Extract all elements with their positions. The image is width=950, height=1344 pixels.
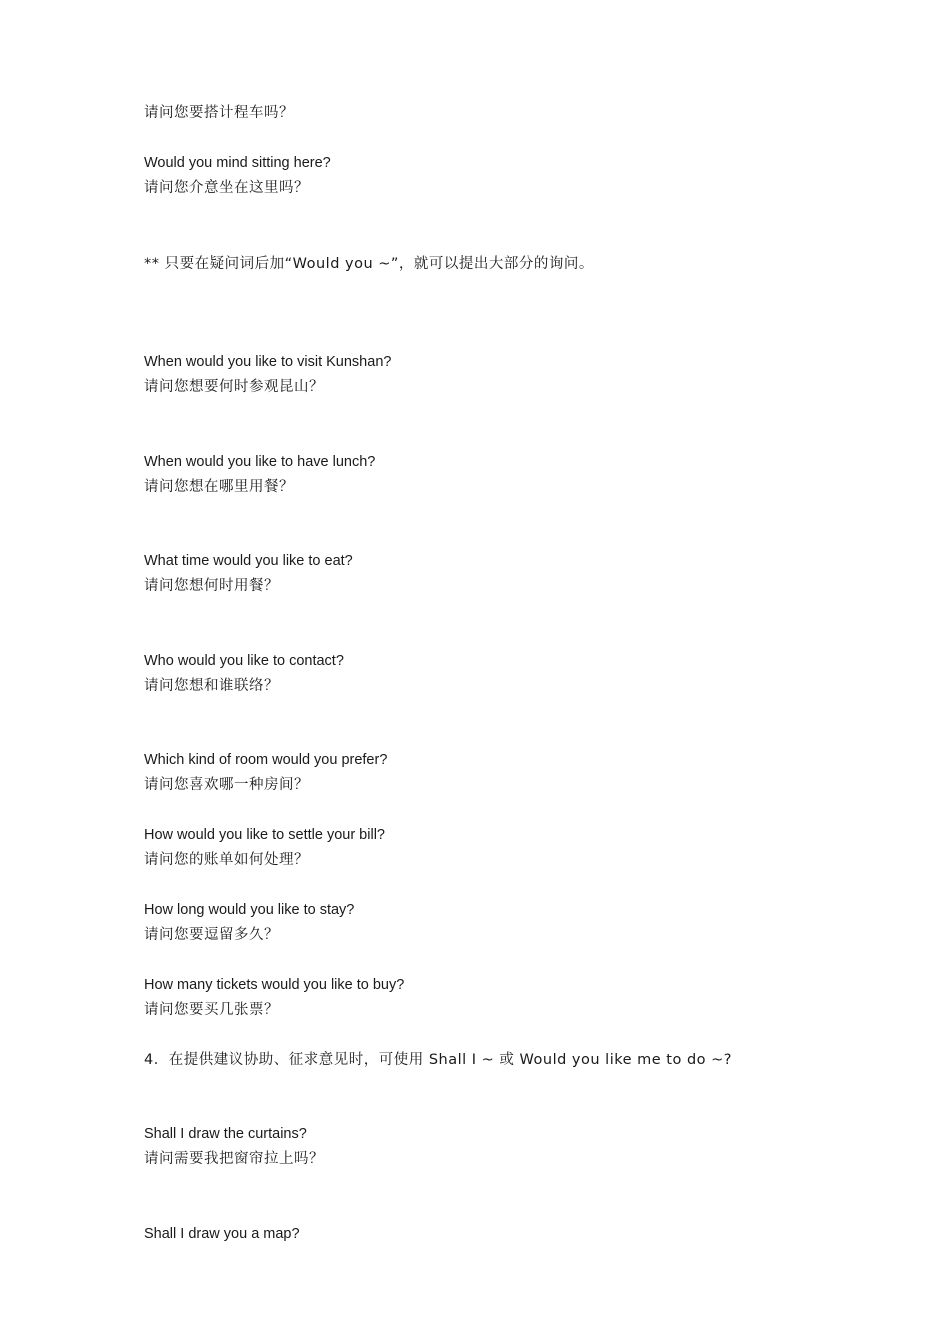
text-line-zh-tickets: 请问您要买几张票？ [144,1002,279,1018]
text-line-en-draw-map: Shall I draw you a map? [144,1226,300,1242]
text-line-en-have-lunch: When would you like to have lunch? [144,454,376,470]
text-line-zh-mind-sitting: 请问您介意坐在这里吗？ [144,180,309,196]
text-line-en-curtains: Shall I draw the curtains? [144,1126,307,1142]
section-heading-shall-i: 4．在提供建议协助、征求意见时，可使用 Shall I ~ 或 Would you like me to do ~? [144,1052,732,1068]
text-line-en-tickets: How many tickets would you like to buy? [144,977,405,993]
text-line-zh-taxi: 请问您要搭计程车吗？ [144,105,294,121]
text-line-en-visit-kunshan: When would you like to visit Kunshan? [144,354,392,370]
text-line-zh-what-time-eat: 请问您想何时用餐？ [144,578,279,594]
text-line-en-contact: Who would you like to contact? [144,653,344,669]
text-line-en-mind-sitting: Would you mind sitting here? [144,155,331,171]
text-line-zh-have-lunch: 请问您想在哪里用餐？ [144,479,294,495]
text-line-zh-settle-bill: 请问您的账单如何处理？ [144,852,309,868]
text-line-zh-room-prefer: 请问您喜欢哪一种房间？ [144,777,309,793]
text-line-zh-visit-kunshan: 请问您想要何时参观昆山？ [144,379,324,395]
text-line-en-room-prefer: Which kind of room would you prefer? [144,752,388,768]
note-line-would-you: ** 只要在疑问词后加“Would you ~”，就可以提出大部分的询问。 [144,256,594,272]
text-line-en-how-long-stay: How long would you like to stay? [144,902,355,918]
text-line-zh-contact: 请问您想和谁联络？ [144,678,279,694]
text-line-en-what-time-eat: What time would you like to eat? [144,553,353,569]
text-line-zh-how-long-stay: 请问您要逗留多久？ [144,927,279,943]
text-line-zh-curtains: 请问需要我把窗帘拉上吗？ [144,1151,324,1167]
text-line-en-settle-bill: How would you like to settle your bill? [144,827,385,843]
